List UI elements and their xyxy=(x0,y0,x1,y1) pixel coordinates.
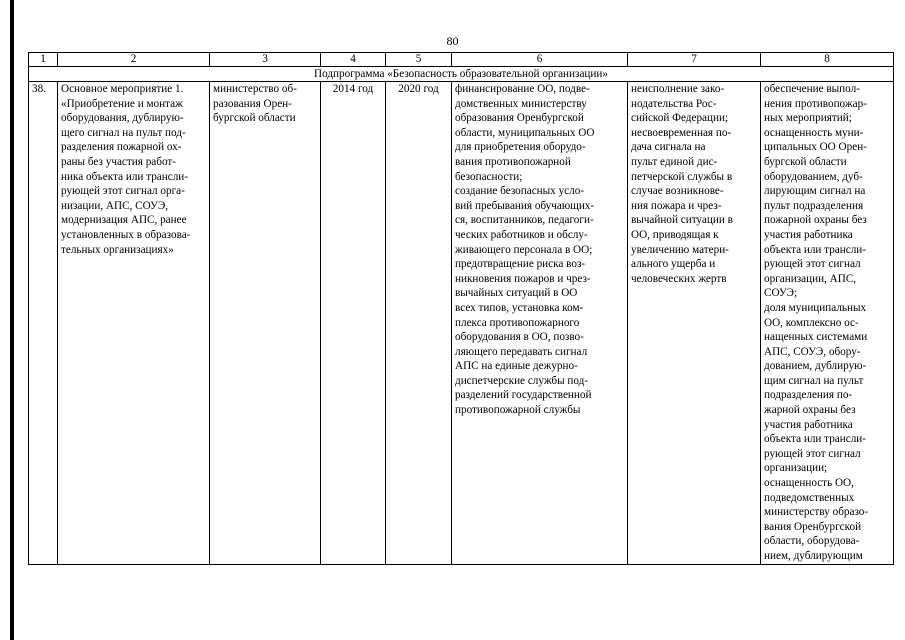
subprogram-title: Подпрограмма «Безопасность образовательной организации» xyxy=(29,67,894,82)
column-number-8: 8 xyxy=(761,53,894,67)
start-year: 2014 год xyxy=(321,82,386,565)
column-number-row xyxy=(29,53,894,67)
column-number-3: 3 xyxy=(210,53,321,67)
measure-description: Основное мероприятие 1. «Приобретение и монтаж оборудования, дублирую- щего сигнал на пульт под- разделения пожарной ох- раны без участия работ- ника объекта или трансли- рующей этот сигнал орга- низации, АПС, СОУЭ, модернизация АПС, ранее установленных в образова- тельных организациях» xyxy=(58,82,210,565)
responsible-executor: министерство об- разования Орен- бургской области xyxy=(210,82,321,565)
column-number-5: 5 xyxy=(386,53,452,67)
scan-edge-bar xyxy=(10,0,14,640)
page-number: 80 xyxy=(446,34,459,48)
expected-result: финансирование ОО, подве- домственных министерству образования Оренбургской области, муниципальных ОО для приобретения оборудо- вания противопожарной безопасности; создание безопасных усло- вий пребывания обучающих- ся, воспитанников, педагоги- ческих работников и обслу- живающего персонала в ОО; предотвращение риска воз- никновения пожаров и чрез- вычайных ситуаций в ОО всех типов, установка ком- плекса противопожарного оборудования в ОО, позво- ляющего передавать сигнал АПС на единые дежурно- диспетчерские службы под- разделений государственной противопожарной службы xyxy=(452,82,628,565)
non-implementation-consequences: неисполнение зако- нодательства Рос- сийской Федерации; несвоевременная по- дача сигнала на пульт единой дис- петчерской службы в случае возникнове- ния пожара и чрез- вычайной ситуации в ОО, приводящая к увеличению матери- ального ущерба и человеческих жертв xyxy=(628,82,761,565)
program-table xyxy=(28,52,894,565)
table-row xyxy=(29,82,894,565)
row-number: 38. xyxy=(29,82,58,565)
end-year: 2020 год xyxy=(386,82,452,565)
column-number-7: 7 xyxy=(628,53,761,67)
column-number-1: 1 xyxy=(29,53,58,67)
indicators: обеспечение выпол- нения противопожар- ных мероприятий; оснащенность муни- ципальных ОО Орен- бургской области оборудованием, дуб- лирующим сигнал на пульт подразделения пожарной охраны без участия работника объекта или трансли- рующей этот сигнал организации, АПС, СОУЭ; доля муниципальных ОО, комплексно ос- нащенных системами АПС, СОУЭ, обору- дованием, дублирую- щим сигнал на пульт подразделения по- жарной охраны без участия работника объекта или трансли- рующей этот сигнал организации; оснащенность ОО, подведомственных министерству образо- вания Оренбургской области, оборудова- нием, дублирующим xyxy=(761,82,894,565)
column-number-2: 2 xyxy=(58,53,210,67)
column-number-4: 4 xyxy=(321,53,386,67)
column-number-6: 6 xyxy=(452,53,628,67)
subprogram-row xyxy=(29,67,894,82)
